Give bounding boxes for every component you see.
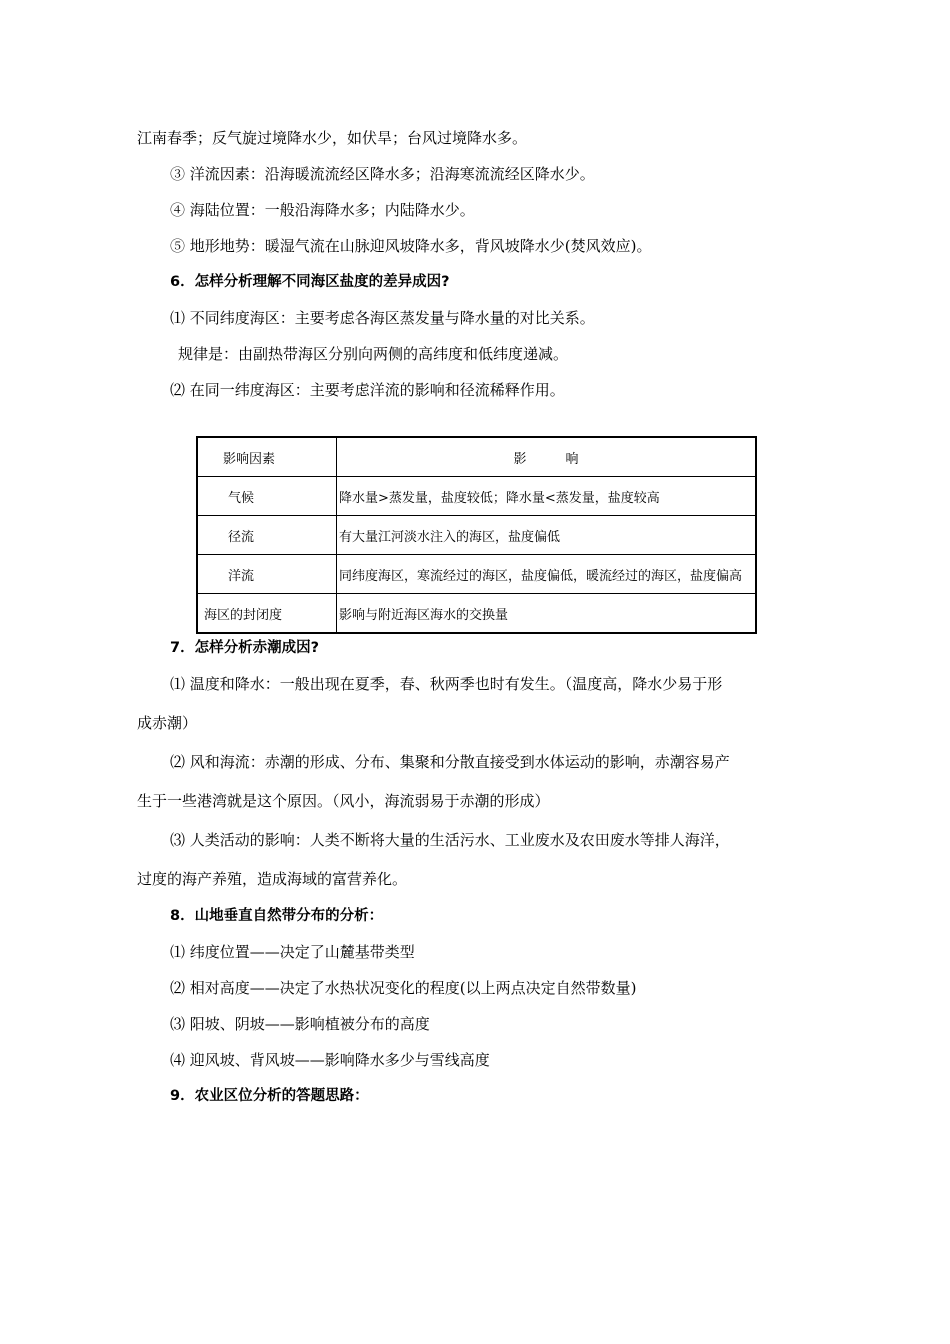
table-row	[197, 555, 756, 594]
list-item: ⑵ 相对高度——决定了水热状况变化的程度(以上两点决定自然带数量)	[170, 979, 637, 997]
table-cell: 洋流	[197, 555, 337, 594]
table-row	[197, 594, 756, 634]
salinity-factors-table	[196, 436, 757, 634]
table-cell: 影响与附近海区海水的交换量	[337, 594, 757, 634]
table-cell: 降水量>蒸发量，盐度较低；降水量<蒸发量，盐度较高	[337, 477, 757, 516]
text-line: ④ 海陆位置：一般沿海降水多；内陆降水少。	[170, 201, 475, 219]
text-line: 成赤潮）	[137, 714, 198, 732]
table-row	[197, 477, 756, 516]
table-cell: 径流	[197, 516, 337, 555]
section-heading: 8．山地垂直自然带分布的分析：	[170, 908, 384, 924]
text-line: ⑶ 人类活动的影响：人类不断将大量的生活污水、工业废水及农田废水等排人海洋，	[170, 831, 730, 849]
section-heading: 6．怎样分析理解不同海区盐度的差异成因?	[170, 274, 450, 290]
text-line: ③ 洋流因素：沿海暖流流经区降水多；沿海寒流流经区降水少。	[170, 165, 595, 183]
table-cell: 有大量江河淡水注入的海区，盐度偏低	[337, 516, 757, 555]
table-header-row	[197, 437, 756, 477]
table-header-cell: 影 响	[337, 437, 757, 477]
table-row	[197, 516, 756, 555]
table-cell: 同纬度海区，寒流经过的海区，盐度偏低，暖流经过的海区，盐度偏高	[337, 555, 757, 594]
text-line: 过度的海产养殖，造成海域的富营养化。	[137, 870, 408, 888]
text-line: ⑴ 不同纬度海区：主要考虑各海区蒸发量与降水量的对比关系。	[170, 309, 595, 327]
text-line: ⑤ 地形地势：暖湿气流在山脉迎风坡降水多，背风坡降水少(焚风效应)。	[170, 237, 652, 255]
text-line: 江南春季；反气旋过境降水少，如伏旱；台风过境降水多。	[137, 129, 528, 147]
list-item: ⑶ 阳坡、阴坡——影响植被分布的高度	[170, 1015, 430, 1033]
list-item: ⑴ 纬度位置——决定了山麓基带类型	[170, 943, 415, 961]
table-header-cell: 影响因素	[197, 437, 337, 477]
table-cell: 海区的封闭度	[197, 594, 337, 634]
section-heading: 9．农业区位分析的答题思路：	[170, 1088, 369, 1104]
section-heading: 7．怎样分析赤潮成因?	[170, 640, 319, 656]
text-line: 规律是：由副热带海区分别向两侧的高纬度和低纬度递减。	[178, 345, 569, 363]
text-line: ⑵ 风和海流：赤潮的形成、分布、集聚和分散直接受到水体运动的影响，赤潮容易产	[170, 753, 730, 771]
text-line: 生于一些港湾就是这个原因。（风小，海流弱易于赤潮的形成）	[137, 792, 550, 810]
list-item: ⑷ 迎风坡、背风坡——影响降水多少与雪线高度	[170, 1051, 490, 1069]
text-line: ⑴ 温度和降水：一般出现在夏季，春、秋两季也时有发生。（温度高，降水少易于形	[170, 675, 723, 693]
text-line: ⑵ 在同一纬度海区：主要考虑洋流的影响和径流稀释作用。	[170, 381, 565, 399]
table-cell: 气候	[197, 477, 337, 516]
